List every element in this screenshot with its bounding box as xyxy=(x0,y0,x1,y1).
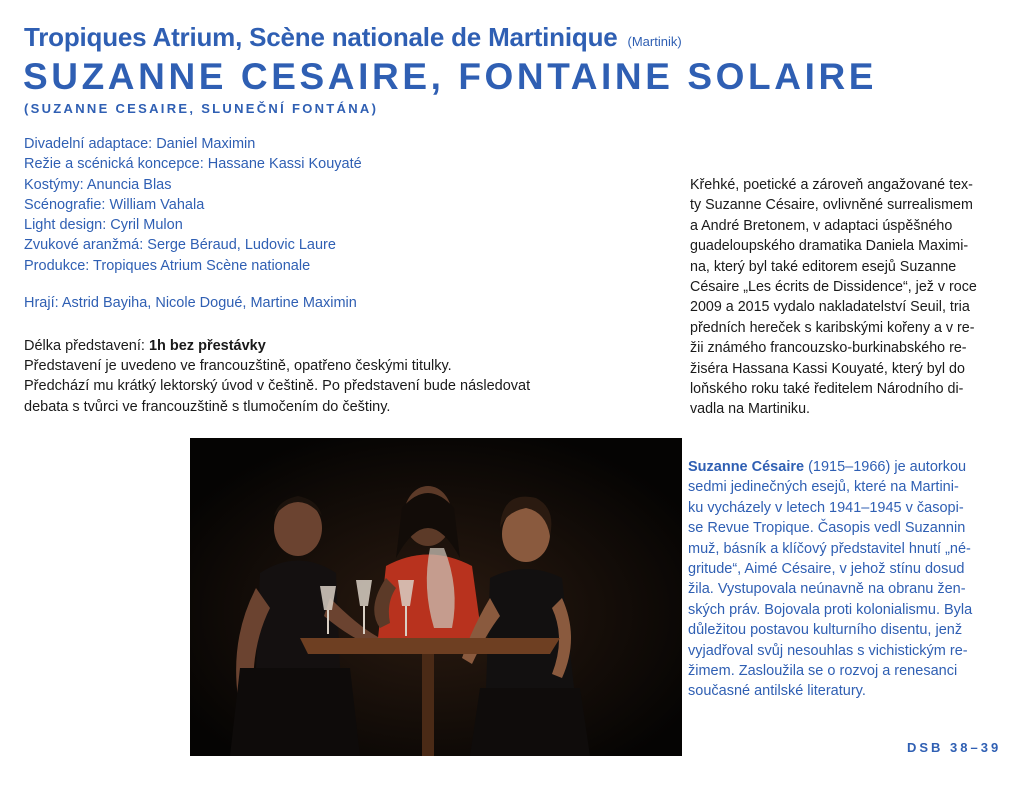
intro-line: žii známého francouzsko-burkinabského re- xyxy=(690,340,967,357)
stage-photo xyxy=(190,438,682,756)
performance-info xyxy=(24,336,604,417)
bio-line: ských práv. Bojovala proti kolonialismu. Byla xyxy=(688,601,973,618)
bio-line: současné antilské literatury. xyxy=(688,683,866,700)
intro-line: 2009 a 2015 vydalo nakladatelství Seuil, tria xyxy=(690,299,970,316)
credit-sound: Zvukové aranžmá: Serge Béraud, Ludovic Laure xyxy=(24,237,336,254)
page-title: SUZANNE CESAIRE, FONTAINE SOLAIRE xyxy=(23,56,878,97)
intro-line: Césaire „Les écrits de Dissidence“, jež v roce xyxy=(690,279,977,296)
venue-country: (Martinik) xyxy=(627,34,682,49)
bio-paragraph xyxy=(688,457,1018,702)
bio-line: žimem. Zasloužila se o rozvoj a renesanci xyxy=(688,663,958,680)
duration-label: Délka představení: xyxy=(24,338,149,354)
bio-line: sedmi jedinečných esejů, které na Martini- xyxy=(688,479,959,496)
bio-line: vyjadřoval svůj nesouhlas s vichistickým re- xyxy=(688,642,968,659)
duration-line xyxy=(24,336,604,356)
intro-line: žiséra Hassana Kassi Kouyaté, který byl do xyxy=(690,360,965,377)
credit-adaptation: Divadelní adaptace: Daniel Maximin xyxy=(24,136,256,152)
bio-line: muž, básník a klíčový představitel hnutí „né- xyxy=(688,540,971,557)
info-line: Představení je uvedeno ve francouzštině, opatřeno českými titulky. xyxy=(24,358,452,375)
credit-light-design: Light design: Cyril Mulon xyxy=(24,217,183,234)
bio-line: ku vycházely v letech 1941–1945 v časopi- xyxy=(688,499,964,516)
intro-line: předních hereček s karibskými kořeny a v re- xyxy=(690,319,975,336)
page-reference: DSB 38–39 xyxy=(907,740,1002,755)
bio-line: důležitou postavou kulturního disentu, jenž xyxy=(688,622,963,639)
credit-production: Produkce: Tropiques Atrium Scène nationale xyxy=(24,257,311,274)
credit-costumes: Kostýmy: Anuncia Blas xyxy=(24,176,172,193)
intro-line: na, který byl také editorem esejů Suzanne xyxy=(690,258,957,275)
credit-scenography: Scénografie: William Vahala xyxy=(24,196,205,213)
credit-direction: Režie a scénická koncepce: Hassane Kassi Kouyaté xyxy=(24,156,362,173)
info-line: Předchází mu krátký lektorský úvod v češtině. Po představení bude následovat xyxy=(24,378,531,395)
cast-line: Hrají: Astrid Bayiha, Nicole Dogué, Martine Maximin xyxy=(24,295,357,311)
intro-line: vadla na Martiniku. xyxy=(690,401,810,418)
bio-name: Suzanne Césaire xyxy=(688,459,805,475)
bio-first-line xyxy=(688,457,1018,477)
intro-line: ty Suzanne Césaire, ovlivněné surrealismem xyxy=(690,197,973,214)
bio-dates: (1915–1966) je autorkou xyxy=(804,459,967,475)
info-line: debata s tvůrci ve francouzštině s tlumočením do češtiny. xyxy=(24,398,391,415)
intro-line: guadeloupského dramatika Daniela Maximi- xyxy=(690,238,969,255)
credits-list xyxy=(24,134,584,276)
bio-line: žila. Vystupovala neúnavně na obranu žen- xyxy=(688,581,966,598)
bio-line: gritude“, Aimé Césaire, v jehož stínu dosud xyxy=(688,561,965,578)
intro-line: Křehké, poetické a zároveň angažované tex- xyxy=(690,177,973,193)
duration-value: 1h bez přestávky xyxy=(148,338,266,354)
venue-line xyxy=(24,22,682,53)
venue-name: Tropiques Atrium, Scène nationale de Martinique xyxy=(24,22,618,52)
page-subtitle: (SUZANNE CESAIRE, SLUNEČNÍ FONTÁNA) xyxy=(24,101,379,116)
intro-paragraph xyxy=(690,175,1010,420)
bio-line: se Revue Tropique. Časopis vedl Suzannin xyxy=(688,520,966,537)
intro-line: a André Bretonem, v adaptaci úspěšného xyxy=(690,217,953,234)
intro-line: loňského roku také ředitelem Národního di- xyxy=(690,381,964,398)
